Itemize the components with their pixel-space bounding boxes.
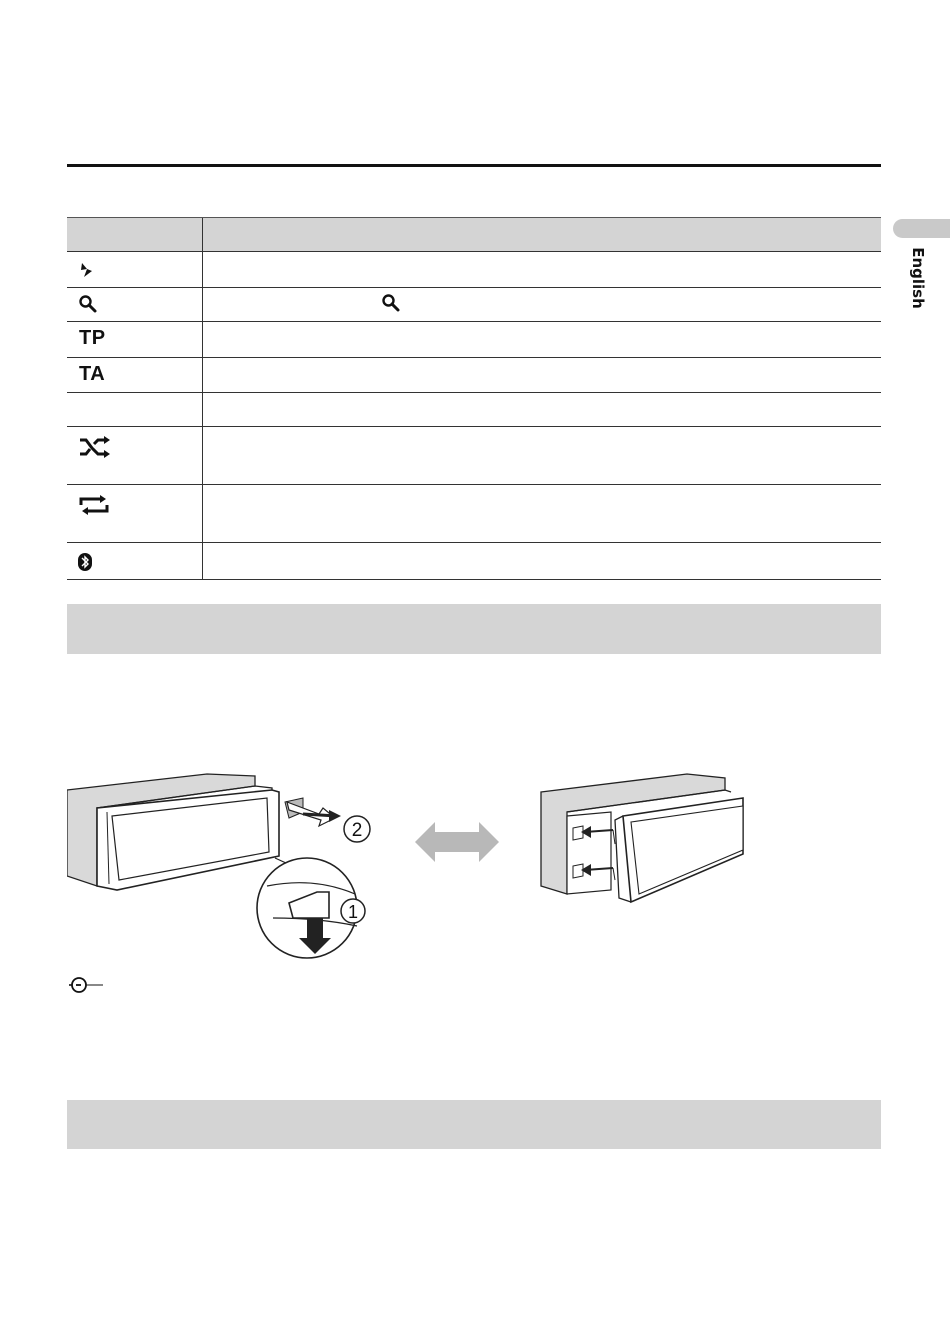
description-cell (203, 322, 881, 357)
header-rule (67, 164, 881, 167)
language-label-container (900, 243, 936, 313)
indicator-cell (67, 543, 203, 579)
step-2-label: 2 (351, 820, 363, 841)
shuffle-icon (78, 436, 112, 458)
description-cell (203, 427, 881, 484)
table-row (67, 252, 881, 288)
description-cell (203, 485, 881, 542)
front-panel-detach-illustration (67, 768, 757, 960)
step-1-label: 1 (347, 902, 359, 922)
table-row (67, 543, 881, 580)
language-tab (893, 219, 950, 238)
table-row (67, 322, 881, 358)
description-cell (203, 543, 881, 579)
detach-panel-illustration (67, 774, 370, 958)
description-cell (203, 252, 881, 287)
table-row (67, 358, 881, 393)
indicator-cell (67, 427, 203, 484)
two-way-arrow-icon (415, 822, 499, 862)
table-row (67, 288, 881, 322)
indicator-cell (67, 393, 203, 426)
table-row (67, 427, 881, 485)
indicator-cell (67, 485, 203, 542)
repeat-icon (78, 495, 110, 515)
description-cell (203, 288, 881, 321)
header-cell-indicator (67, 218, 203, 251)
table-row (67, 393, 881, 427)
description-cell (203, 358, 881, 392)
ta-icon: TA (79, 363, 106, 385)
important-note-icon (69, 976, 105, 994)
indicator-cell (67, 252, 203, 287)
indicator-cell (67, 358, 203, 392)
table-header-row (67, 217, 881, 252)
description-cell (203, 393, 881, 426)
search-icon (78, 294, 98, 314)
section-heading-band (67, 604, 881, 654)
tp-icon: TP (79, 327, 106, 349)
language-label: English (909, 247, 927, 309)
table-row (67, 485, 881, 543)
broadcast-icon (78, 261, 96, 279)
indicator-cell (67, 322, 203, 357)
section-heading-band (67, 1100, 881, 1149)
attach-panel-illustration (541, 774, 743, 902)
bluetooth-icon (78, 553, 92, 571)
indicator-cell (67, 288, 203, 321)
indicator-table (67, 217, 881, 580)
header-cell-description (203, 218, 881, 251)
search-icon (381, 293, 401, 313)
